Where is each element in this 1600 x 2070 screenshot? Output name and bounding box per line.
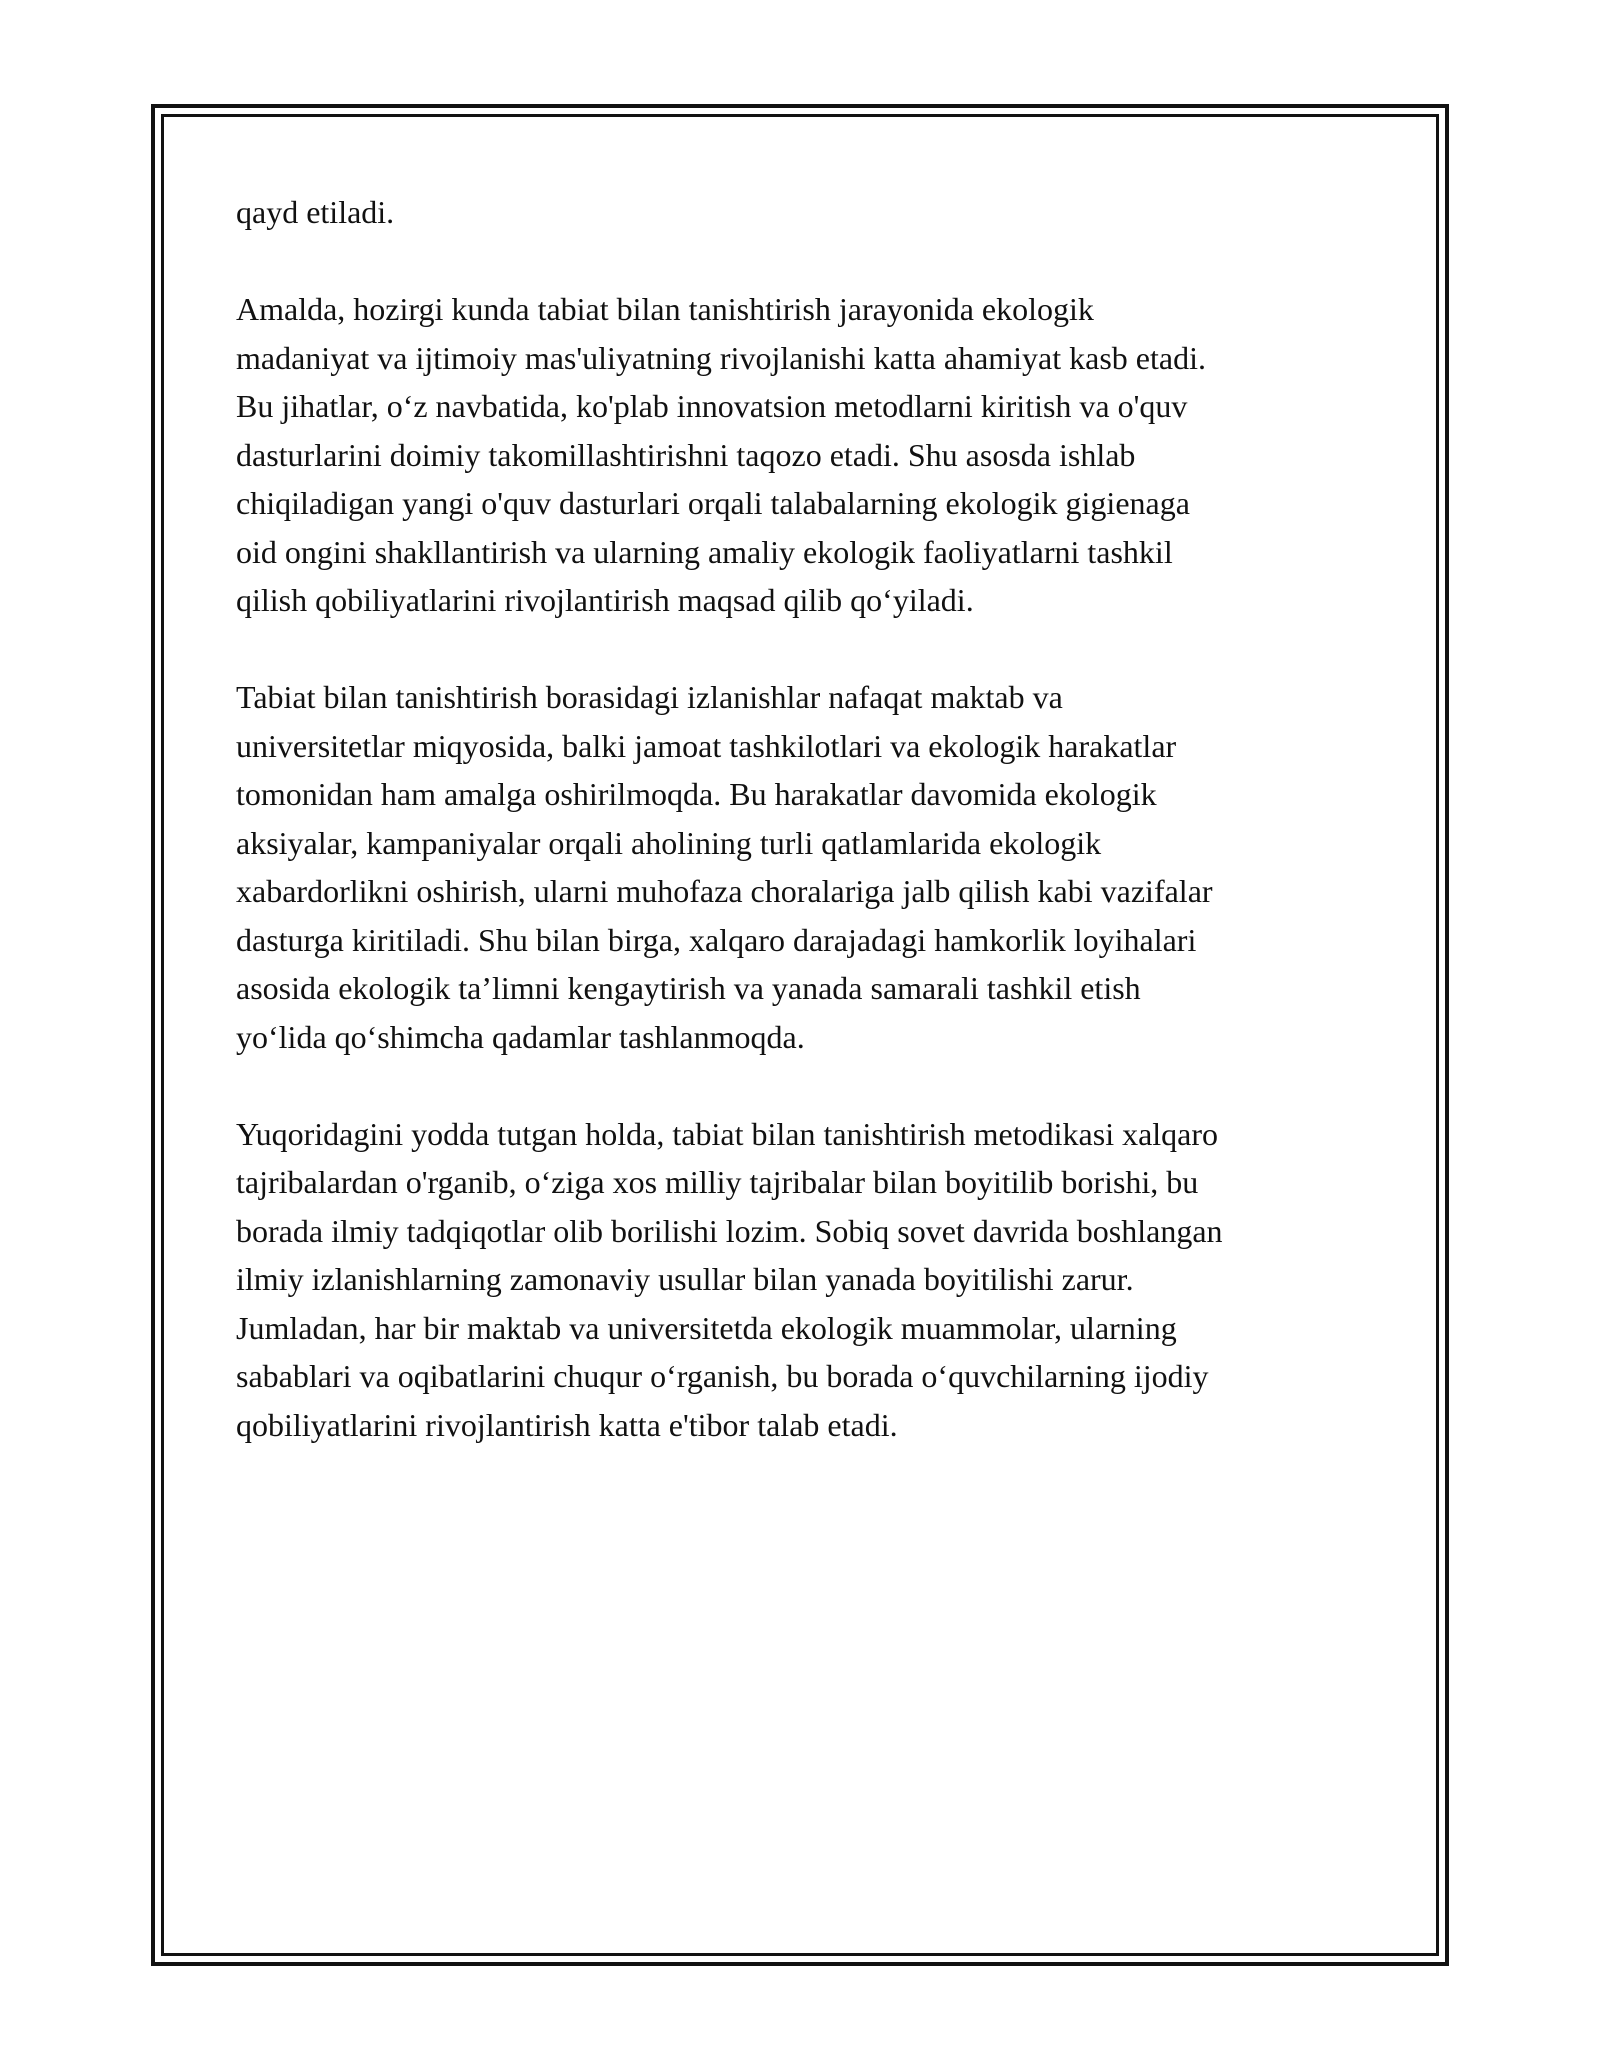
paragraph-ecological-culture: Amalda, hozirgi kunda tabiat bilan tanishtirish jarayonida ekologik madaniyat va ijtimoiy mas'uliyatning rivojlanishi katta ahamiyat kasb etadi. Bu jihatlar, o‘z navbatida, ko'plab innovatsion metodlarni kiritish va o'quv dasturlarini doimiy takomillashtirishni taqozo etadi. Shu asosda ishlab chiqiladigan yangi o'quv dasturlari orqali talabalarning ekologik gigienaga oid ongini shakllantirish va ularning amaliy ekologik faoliyatlarni tashkil qilish qobiliyatlarini rivojlantirish maqsad qilib qo‘yiladi. — [236, 291, 1206, 618]
paragraph-conclusion: Yuqoridagini yodda tutgan holda, tabiat bilan tanishtirish metodikasi xalqaro tajribalardan o'rganib, o‘ziga xos milliy tajribalar bilan boyitilib borishi, bu borada ilmiy tadqiqotlar olib borilishi lozim. Sobiq sovet davrida boshlangan ilmiy izlanishlarning zamonaviy usullar bilan yanada boyitilishi zarur. Jumladan, har bir maktab va universitetda ekologik muammolar, ularning sabablari va oqibatlarini chuqur o‘rganish, bu borada o‘quvchilarning ijodiy qobiliyatlarini rivojlantirish katta e'tibor talab etadi. — [236, 1115, 1223, 1443]
paragraph-public-initiatives: Tabiat bilan tanishtirish borasidagi izlanishlar nafaqat maktab va universitetlar miqyosida, balki jamoat tashkilotlari va ekologik harakatlar tomonidan ham amalga oshirilmoqda. Bu harakatlar davomida ekologik aksiyalar, kampaniyalar orqali aholining turli qatlamlarida ekologik xabardorlikni oshirish, ularni muhofaza choralariga jalb qilish kabi vazifalar dasturga kiritiladi. Shu bilan birga, xalqaro darajadagi hamkorlik loyihalari asosida ekologik ta’limni kengaytirish va yanada samarali tashkil etish yo‘lida qo‘shimcha qadamlar tashlanmoqda. — [236, 679, 1213, 1055]
document-body — [236, 188, 1386, 1498]
paragraph-continuation: qayd etiladi. — [236, 194, 395, 230]
